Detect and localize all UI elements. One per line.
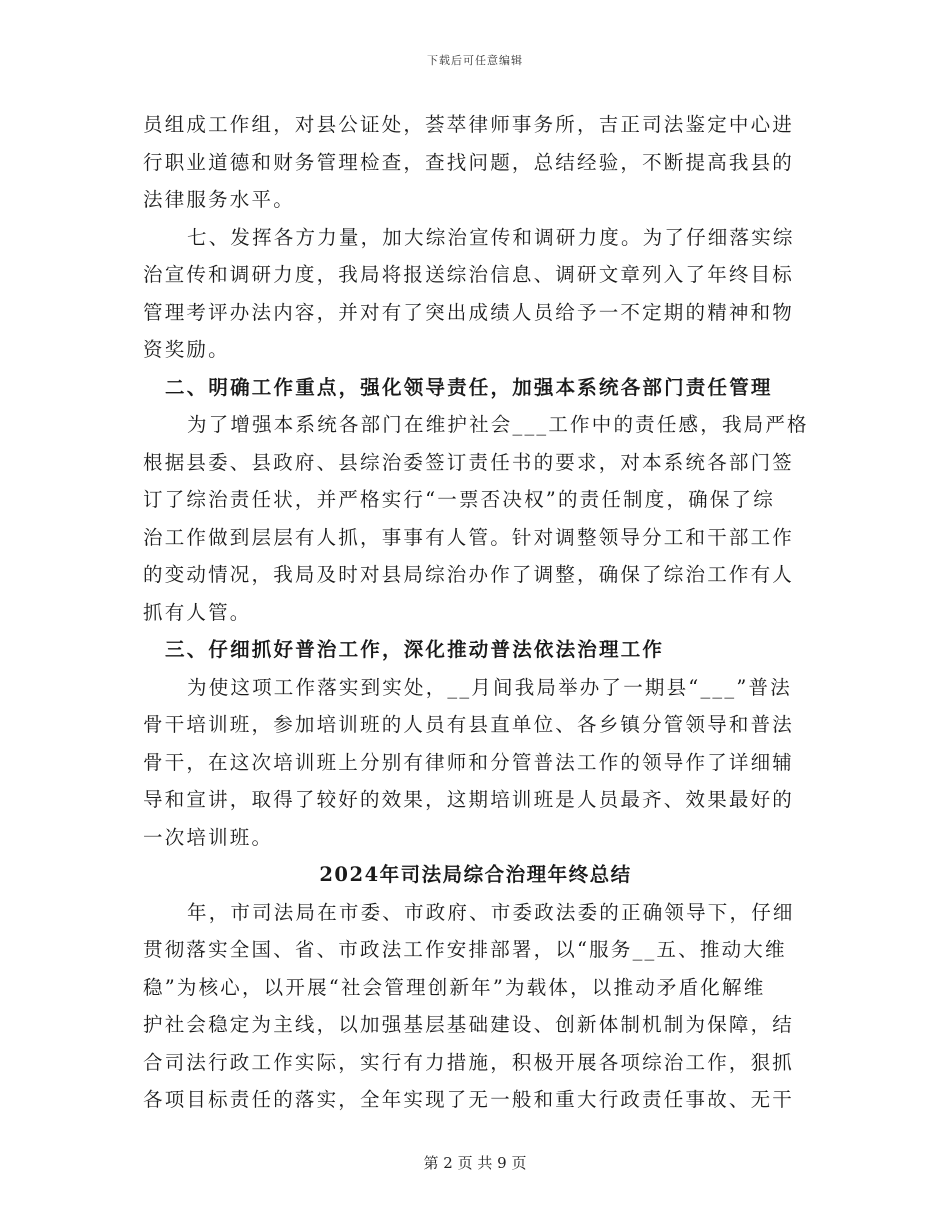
text-line: 护社会稳定为主线，以加强基层基础建设、创新体制机制为保障，结 [143, 1013, 795, 1036]
text-line: 的变动情况，我局及时对县局综治办作了调整，确保了综治工作有人 [143, 563, 795, 586]
text-line: 管理考评办法内容，并对有了突出成绩人员给予一不定期的精神和物 [143, 300, 795, 324]
page-header-note: 下载后可任意编辑 [427, 54, 523, 67]
text-line: 根据县委、县政府、县综治委签订责任书的要求，对本系统各部门签 [143, 450, 795, 474]
text-line: 年，市司法局在市委、市政府、市委政法委的正确领导下，仔细 [187, 900, 795, 924]
text-line: 为使这项工作落实到实处，__月间我局举办了一期县“___”普法 [187, 675, 792, 699]
text-line: 贯彻落实全国、省、市政法工作安排部署，以“服务__五、推动大维 [143, 938, 787, 961]
paragraph-publicity-research [143, 219, 808, 369]
text-line: 骨干，在这次培训班上分别有律师和分管普法工作的领导作了详细辅 [143, 750, 795, 774]
paragraph-annual-summary [143, 894, 808, 1119]
text-line: 治宣传和调研力度，我局将报送综治信息、调研文章列入了年终目标 [143, 263, 795, 286]
text-line: 抓有人管。 [143, 600, 252, 624]
text-line: 导和宣讲，取得了较好的效果，这期培训班是人员最齐、效果最好的 [143, 788, 795, 811]
paragraph-training [143, 669, 808, 857]
text-line: 资奖励。 [143, 338, 230, 361]
section-heading-3: 三、仔细抓好普治工作，深化推动普法依法治理工作 [165, 638, 665, 661]
text-line: 订了综治责任状，并严格实行“一票否决权”的责任制度，确保了综 [143, 488, 775, 511]
page-number: 第 2 页 共 9 页 [423, 1154, 527, 1172]
text-line: 行职业道德和财务管理检查，查找问题，总结经验，不断提高我县的 [143, 150, 795, 174]
text-line: 治工作做到层层有人抓，事事有人管。针对调整领导分工和干部工作 [143, 525, 795, 549]
document-title: 2024年司法局综合治理年终总结 [319, 863, 632, 886]
text-line: 稳”为核心，以开展“社会管理创新年”为载体，以推动矛盾化解维 [143, 975, 766, 999]
text-line: 员组成工作组，对县公证处，荟萃律师事务所，吉正司法鉴定中心进 [143, 113, 795, 136]
text-line: 各项目标责任的落实，全年实现了无一般和重大行政责任事故、无干 [143, 1088, 795, 1111]
text-line: 骨干培训班，参加培训班的人员有县直单位、各乡镇分管领导和普法 [143, 713, 795, 736]
paragraph-responsibility [143, 406, 808, 631]
text-line: 七、发挥各方力量，加大综治宣传和调研力度。为了仔细落实综 [187, 225, 795, 249]
text-line: 为了增强本系统各部门在维护社会___工作中的责任感，我局严格 [187, 413, 809, 436]
document-body [143, 106, 808, 1119]
paragraph-legal-services [143, 106, 808, 219]
text-line: 一次培训班。 [143, 825, 274, 849]
text-line: 法律服务水平。 [143, 188, 295, 211]
text-line: 合司法行政工作实际，实行有力措施，积极开展各项综治工作，狠抓 [143, 1050, 795, 1074]
section-heading-2: 二、明确工作重点，强化领导责任，加强本系统各部门责任管理 [165, 375, 773, 399]
